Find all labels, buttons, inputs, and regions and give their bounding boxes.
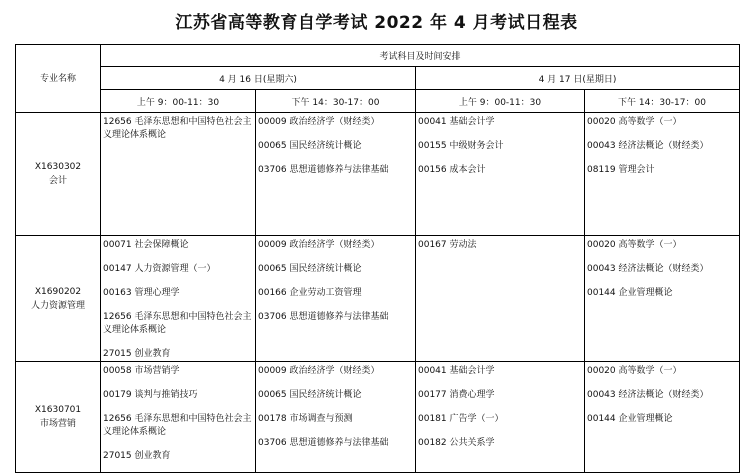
exam-subject: 00166 企业劳动工资管理 — [258, 288, 362, 298]
session-header-apr16-am: 上午 9：00-11：30 — [101, 90, 256, 113]
exam-subject: 00182 公共关系学 — [418, 438, 495, 448]
session-header-apr17-pm: 下午 14：30-17：00 — [585, 90, 740, 113]
schedule-table — [15, 44, 740, 473]
exam-subject: 00167 劳动法 — [418, 240, 477, 250]
exam-cell — [256, 236, 416, 362]
exam-subject: 27015 创业教育 — [103, 349, 171, 359]
major-column-header: 专业名称 — [16, 45, 101, 113]
exam-subject: 12656 毛泽东思想和中国特色社会主义理论体系概论 — [103, 117, 252, 140]
exam-subject: 00043 经济法概论（财经类） — [587, 264, 709, 274]
exam-cell — [585, 236, 740, 362]
exam-subject: 00179 谈判与推销技巧 — [103, 390, 198, 400]
major-cell — [16, 362, 101, 473]
exam-subject: 00071 社会保障概论 — [103, 240, 189, 250]
major-name: 市场营销 — [39, 419, 76, 429]
exam-subject: 00009 政治经济学（财经类） — [258, 117, 380, 127]
exam-subject: 00041 基础会计学 — [418, 117, 495, 127]
exam-subject: 00144 企业管理概论 — [587, 414, 673, 424]
exam-cell — [256, 362, 416, 473]
major-cell — [16, 236, 101, 362]
exam-subject: 12656 毛泽东思想和中国特色社会主义理论体系概论 — [103, 414, 252, 437]
exam-subject: 08119 管理会计 — [587, 165, 655, 175]
exam-subject: 00144 企业管理概论 — [587, 288, 673, 298]
exam-subject: 03706 思想道德修养与法律基础 — [258, 165, 389, 175]
exam-subject: 00156 成本会计 — [418, 165, 486, 175]
major-code: X1630701 — [34, 405, 82, 415]
exam-subject: 00058 市场营销学 — [103, 366, 180, 376]
exam-subject: 00020 高等数学（一） — [587, 240, 682, 250]
session-header-apr16-pm: 下午 14：30-17：00 — [256, 90, 416, 113]
exam-subject: 00043 经济法概论（财经类） — [587, 141, 709, 151]
exam-cell — [256, 113, 416, 236]
exam-cell — [585, 362, 740, 473]
exam-cell — [416, 236, 585, 362]
exam-subject: 00065 国民经济统计概论 — [258, 390, 362, 400]
exam-subject: 00020 高等数学（一） — [587, 366, 682, 376]
session-header-apr17-am: 上午 9：00-11：30 — [416, 90, 585, 113]
exam-subject: 00178 市场调查与预测 — [258, 414, 353, 424]
exam-subject: 00065 国民经济统计概论 — [258, 141, 362, 151]
exam-subject: 12656 毛泽东思想和中国特色社会主义理论体系概论 — [103, 312, 252, 335]
exam-subject: 00163 管理心理学 — [103, 288, 180, 298]
exam-subject: 00065 国民经济统计概论 — [258, 264, 362, 274]
day-header-apr16: 4 月 16 日(星期六) — [101, 67, 416, 90]
exam-cell — [101, 362, 256, 473]
day-header-apr17: 4 月 17 日(星期日) — [416, 67, 740, 90]
exam-subject: 00155 中级财务会计 — [418, 141, 504, 151]
exam-cell — [585, 113, 740, 236]
exam-subject: 00041 基础会计学 — [418, 366, 495, 376]
major-code: X1630302 — [34, 162, 82, 172]
exam-subject: 00009 政治经济学（财经类） — [258, 240, 380, 250]
exam-subject: 00147 人力资源管理（一） — [103, 264, 216, 274]
exam-subject: 00177 消费心理学 — [418, 390, 495, 400]
exam-subject: 00043 经济法概论（财经类） — [587, 390, 709, 400]
schedule-header: 考试科目及时间安排 — [101, 45, 740, 67]
exam-subject: 03706 思想道德修养与法律基础 — [258, 438, 389, 448]
table-row — [16, 236, 740, 362]
exam-subject: 00181 广告学（一） — [418, 414, 504, 424]
major-name: 会计 — [48, 176, 67, 186]
page-title: 江苏省高等教育自学考试 2022 年 4 月考试日程表 — [175, 13, 578, 33]
exam-cell — [101, 236, 256, 362]
table-row — [16, 362, 740, 473]
exam-subject: 00020 高等数学（一） — [587, 117, 682, 127]
exam-cell — [416, 362, 585, 473]
exam-subject: 00009 政治经济学（财经类） — [258, 366, 380, 376]
major-code: X1690202 — [34, 286, 82, 297]
major-name: 人力资源管理 — [30, 300, 85, 311]
table-row — [16, 113, 740, 236]
exam-cell — [416, 113, 585, 236]
exam-subject: 27015 创业教育 — [103, 451, 171, 461]
exam-cell — [101, 113, 256, 236]
major-cell — [16, 113, 101, 236]
exam-subject: 03706 思想道德修养与法律基础 — [258, 312, 389, 322]
